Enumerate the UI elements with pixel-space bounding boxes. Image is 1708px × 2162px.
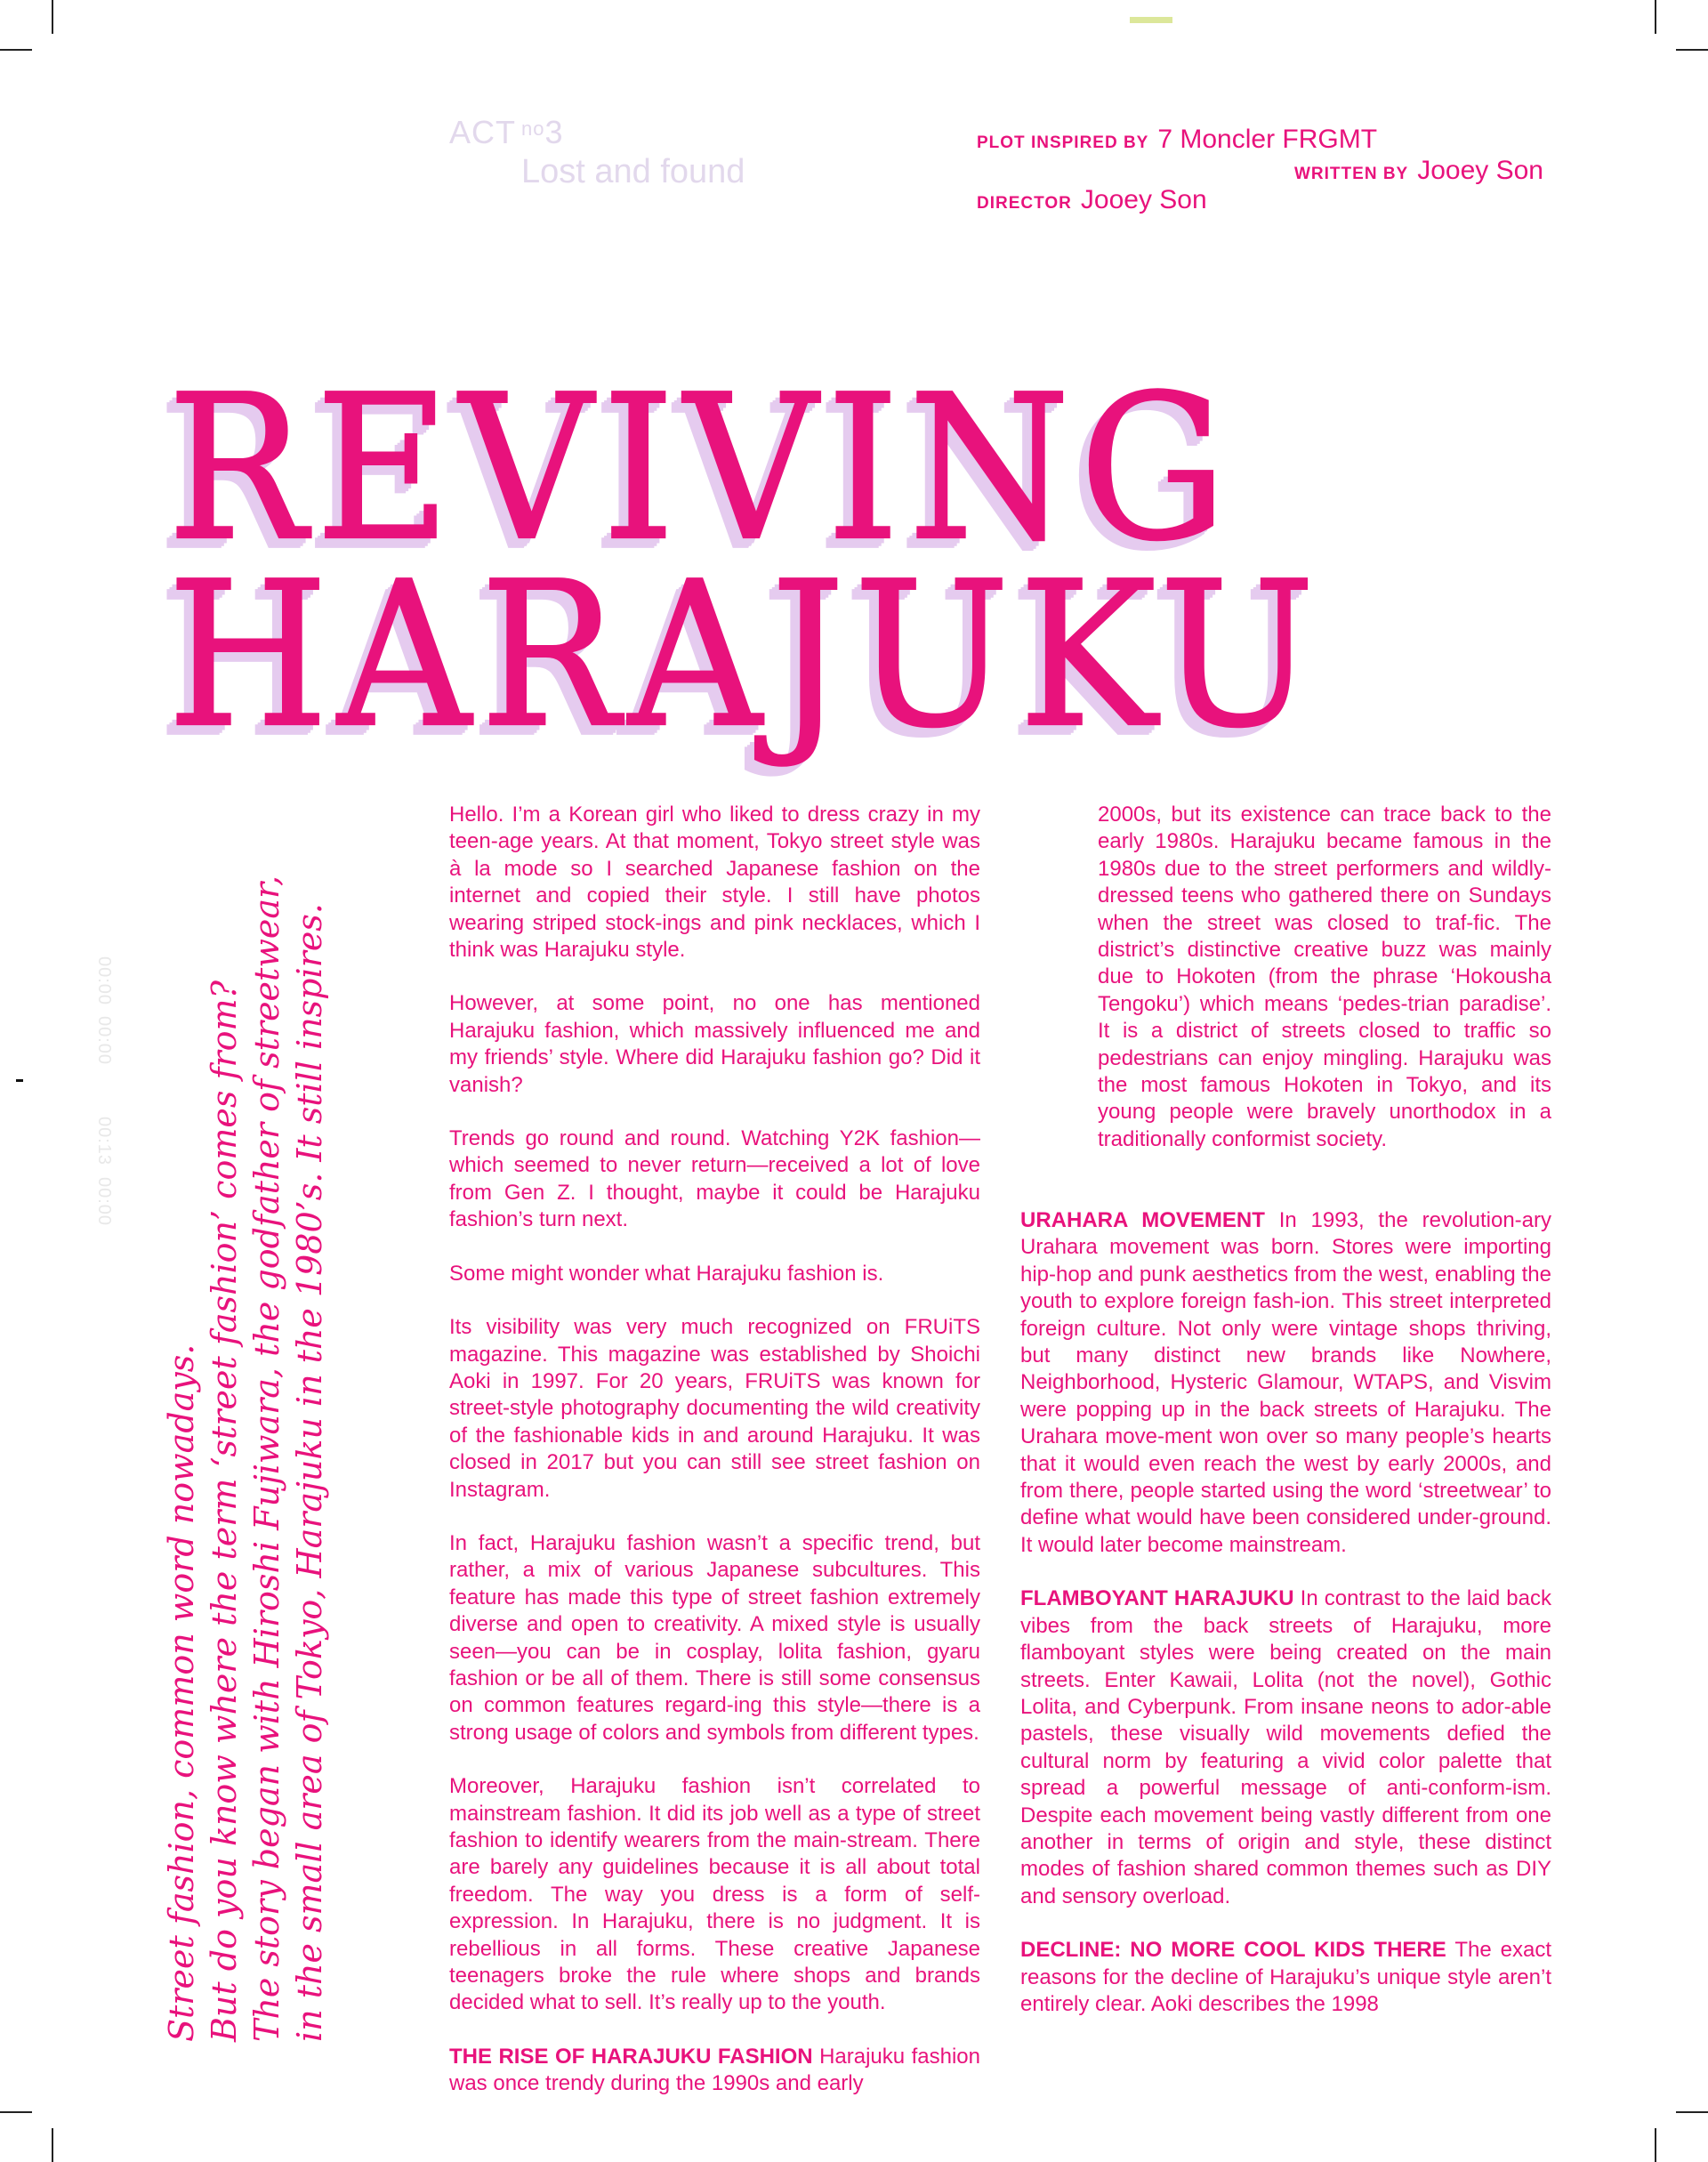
act-prefix: ACT (449, 114, 516, 150)
page-tick (16, 1079, 23, 1082)
act-label (449, 114, 564, 151)
section-text: In 1993, the revolution-ary Urahara movement was born. Stores were importing hip-hop and punk aesthetics from the west, enabling the youth to explore foreign fash-ion. This street interpreted foreign culture. Not only were vintage shops thriving, but many distinct new brands like Nowhere, Neighborhood, Hysteric Glamour, WTAPS, and Visvim were popping up in the back streets of Harajuku. The Urahara move-ment won over so many people’s hearts that it would even reach the west by early 2000s, and from there, people started using the word ‘streetwear’ to define what would have been considered under-ground. It would later become mainstream. (1020, 1208, 1551, 1557)
timecode-a-mirror: 00:00 (94, 1016, 114, 1066)
credit-written-value: Jooey Son (1417, 156, 1543, 185)
credit-plot (977, 125, 1377, 155)
crop-mark (1676, 49, 1708, 51)
act-no-label: no (521, 117, 545, 140)
act-title: Lost and found (521, 153, 745, 190)
credit-plot-label: PLOT INSPIRED BY (977, 133, 1149, 152)
credit-written-label: WRITTEN BY (1294, 165, 1409, 183)
article-column-2 (1098, 802, 1551, 1153)
crop-mark (1655, 0, 1656, 34)
vertical-quote-line: But do you know where the term ‘street fashion’ comes from? (205, 980, 244, 2042)
vertical-quote-line: Street fashion, common word nowadays. (162, 1343, 201, 2042)
article-paragraph (1020, 1207, 1551, 1559)
section-heading: THE RISE OF HARAJUKU FASHION (449, 2044, 813, 2069)
article-paragraph: 2000s, but its existence can trace back to the early 1980s. Harajuku became famous in the 1980s due to the street performers and wildly-dressed teens who gathered there on Sundays when the street was closed to traf-fic. The district’s distinctive creative buzz was mainly due to Hokoten (from the phrase ‘Hokousha Tengoku’) which means ‘pedes-trian paradise’. It is a district of streets closed to traffic so pedestrians can enjoy mingling. Harajuku was the most famous Hokoten in Tokyo, and its young people were bravely unorthodox in a traditionally conformist society. (1098, 803, 1551, 1151)
credit-written (1294, 156, 1543, 186)
article-paragraph (1020, 1937, 1551, 2018)
crop-mark (1676, 2111, 1708, 2113)
section-heading: DECLINE: NO MORE COOL KIDS THERE (1020, 1938, 1446, 1963)
crop-mark (0, 2111, 32, 2113)
article-column-1 (449, 802, 980, 2098)
article-paragraph: Some might wonder what Harajuku fashion is. (449, 1261, 884, 1286)
headline-line-2: HARAJUKU (167, 539, 1325, 772)
vertical-quote-line: The story began with Hiroshi Fujiwara, the godfather of streetwear, (247, 875, 286, 2042)
timecode-a: 00:00 (94, 956, 114, 1006)
article-paragraph: However, at some point, no one has mentioned Harajuku fashion, which massively influenced me and my friends’ style. Where did Harajuku fashion go? Did it vanish? (449, 991, 980, 1097)
credit-director (977, 185, 1207, 215)
article-paragraph: Trends go round and round. Watching Y2K fashion—which seemed to never return—received a lot of love from Gen Z. I thought, maybe it could be Harajuku fashion’s turn next. (449, 1126, 980, 1232)
credit-director-value: Jooey Son (1080, 185, 1207, 214)
crop-mark (52, 0, 53, 34)
timecode-b-mirror: 00:00 (94, 1177, 114, 1227)
section-text: The exact reasons for the decline of Harajuku’s unique style aren’t entirely clear. Aoki describes the 1998 (1020, 1938, 1552, 2016)
section-heading: URAHARA MOVEMENT (1020, 1208, 1265, 1232)
color-marker (1130, 17, 1172, 23)
section-heading: FLAMBOYANT HARAJUKU (1020, 1586, 1294, 1611)
act-number: 3 (544, 114, 564, 150)
crop-mark (0, 49, 32, 51)
article-column-3 (1020, 1207, 1551, 2018)
section-text: In contrast to the laid back vibes from the back streets of Harajuku, more flamboyant styles were being created on the main streets. Enter Kawaii, Lolita (not the novel), Gothic Lolita, and Cyberpunk. From insane neons to ador-able pastels, these visually wild movements defied the cultural norm by featuring a vivid color palette that spread a powerful message of anti-conform-ism. Despite each movement being vastly different from one another in terms of origin and style, these distinct modes of fashion shared common themes such as DIY and sensory overload. (1020, 1586, 1551, 1908)
headline-line-1: REVIVING (167, 352, 1237, 585)
timecode-b: 00:13 (94, 1117, 114, 1166)
crop-mark (52, 2128, 53, 2162)
credit-director-label: DIRECTOR (977, 194, 1072, 213)
article-paragraph: In fact, Harajuku fashion wasn’t a specific trend, but rather, a mix of various Japanese subcultures. This feature has made this type of street fashion extremely diverse and open to creativity. A mixed style is usually seen—you can be in cosplay, lolita fashion, gyaru fashion or be all of them. There is still some consensus on common features regard-ing this style—there is a strong usage of colors and symbols from different types. (449, 1530, 980, 1745)
credit-plot-value: 7 Moncler FRGMT (1157, 125, 1378, 154)
article-paragraph: Its visibility was very much recognized on FRUiTS magazine. This magazine was established by Shoichi Aoki in 1997. For 20 years, FRUiTS was known for street-style photography documenting the wild creativity of the fashionable kids in and around Harajuku. It was closed in 2017 but you can still see street fashion on Instagram. (449, 1315, 980, 1502)
article-paragraph (449, 2044, 980, 2098)
crop-mark (1655, 2128, 1656, 2162)
article-paragraph: Hello. I’m a Korean girl who liked to dress crazy in my teen-age years. At that moment, Tokyo street style was à la mode so I searched Japanese fashion on the internet and copied their style. I still have photos wearing striped stock-ings and pink necklaces, which I think was Harajuku style. (449, 803, 980, 963)
vertical-quote (160, 778, 331, 2042)
section-text: Harajuku fashion was once trendy during the 1990s and early (449, 2044, 980, 2096)
vertical-quote-line: in the small area of Tokyo, Harajuku in the 1980’s. It still inspires. (290, 903, 329, 2042)
article-paragraph (1020, 1585, 1551, 1910)
article-paragraph: Moreover, Harajuku fashion isn’t correlated to mainstream fashion. It did its job well as a type of street fashion to identify wearers from the main-stream. There are barely any guidelines because it is all about total freedom. The way you dress is a form of self-expression. In Harajuku, there is no judgment. It is rebellious in all forms. These creative Japanese teenagers broke the rule where shops and brands decided what to sell. It’s really up to the youth. (449, 1774, 980, 2015)
